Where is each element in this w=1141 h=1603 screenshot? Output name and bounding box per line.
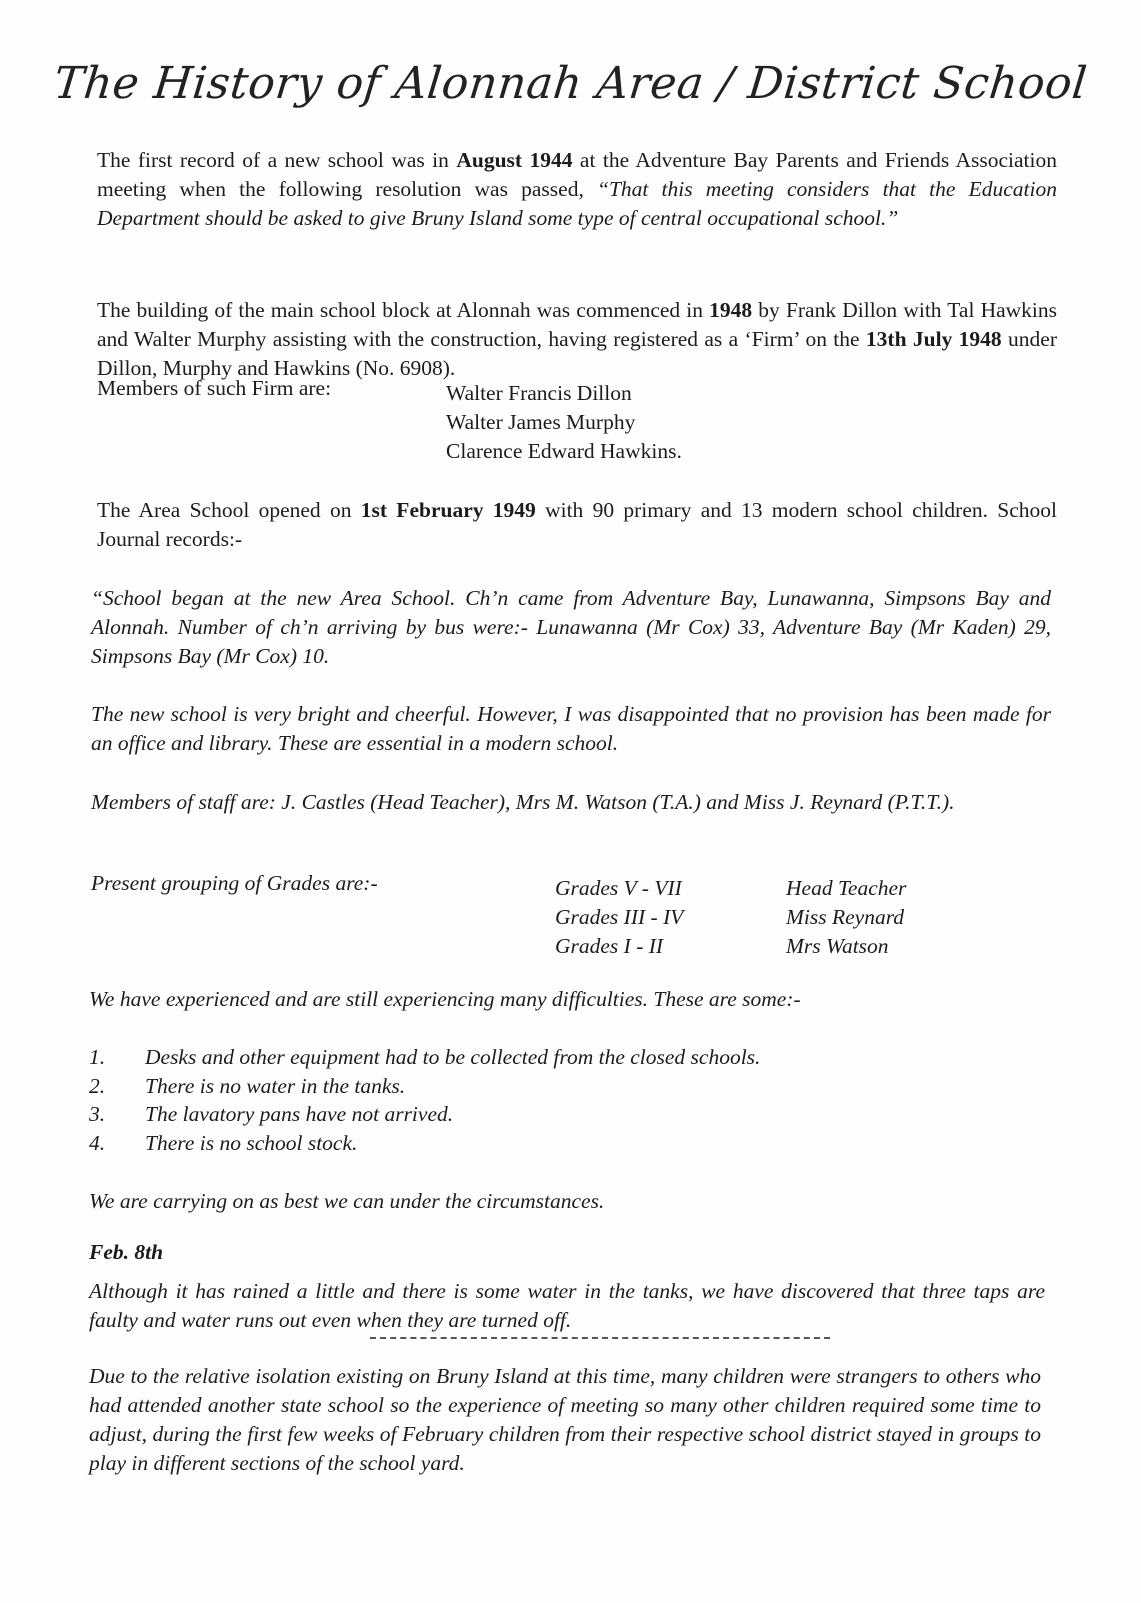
- paragraph-school-opened: [97, 496, 1057, 554]
- member-name: Walter James Murphy: [446, 410, 636, 434]
- members-label: Members of such Firm are:: [97, 376, 332, 400]
- grade-teacher: Head Teacher: [786, 876, 907, 900]
- list-number: 1.: [89, 1045, 106, 1069]
- journal-paragraph-carrying-on: We are carrying on as best we can under the circumstances.: [89, 1189, 605, 1213]
- journal-paragraph-new-school: The new school is very bright and cheerful. However, I was disappointed that no provision has been made for an office and library. These are essential in a modern school.: [91, 702, 1051, 755]
- text-span: by Frank Dillon with Tal Hawkins and Walter Murphy assisting with the construction, having registered as a ‘Firm’ on the: [97, 298, 1057, 351]
- date-bold: August 1944: [456, 148, 573, 172]
- resolution-quote: “That this meeting considers that the Education Department should be asked to give Bruny Island some type of central occupational school.”: [97, 177, 1057, 230]
- grade-range: Grades V - VII: [555, 876, 682, 900]
- date-bold: 13th July 1948: [865, 327, 1002, 351]
- journal-paragraph-feb-8: Although it has rained a little and there is some water in the tanks, we have discovered that three taps are faulty and water runs out even when they are turned off.: [89, 1279, 1045, 1332]
- list-number: 2.: [89, 1073, 106, 1098]
- journal-paragraph-arrival: “School began at the new Area School. Ch’n came from Adventure Bay, Lunawanna, Simpsons Bay and Alonnah. Number of ch’n arriving by bus were:- Lunawanna (Mr Cox) 33, Adventure Bay (Mr Kaden) 29, Simpsons Bay (Mr Cox) 10.: [91, 586, 1051, 668]
- document-title: The History of Alonnah Area / District School: [51, 58, 1090, 109]
- member-name: Clarence Edward Hawkins.: [446, 439, 682, 463]
- journal-paragraph-difficulties: We have experienced and are still experiencing many difficulties. These are some:-: [89, 987, 801, 1011]
- difficulties-list: [89, 1043, 760, 1157]
- grade-teacher: Mrs Watson: [786, 934, 889, 958]
- grade-teacher: Miss Reynard: [786, 905, 905, 929]
- section-divider: [370, 1337, 830, 1339]
- grade-range: Grades III - IV: [555, 905, 684, 929]
- text-span: under Dillon, Murphy and Hawkins (No. 6908).: [97, 327, 1057, 380]
- list-item: [89, 1043, 760, 1072]
- list-text: There is no water in the tanks.: [145, 1073, 406, 1098]
- closing-paragraph: Due to the relative isolation existing on Bruny Island at this time, many children were strangers to others who had attended another state school so the experience of meeting so many other children required some time to adjust, during the first few weeks of February children from their respective school district stayed in groups to play in different sections of the school yard.: [89, 1364, 1041, 1475]
- date-bold: 1st February 1949: [360, 498, 536, 522]
- list-text: Desks and other equipment had to be collected from the closed schools.: [145, 1045, 761, 1069]
- member-name: Walter Francis Dillon: [446, 381, 632, 405]
- grade-range: Grades I - II: [555, 934, 664, 958]
- text-span: The first record of a new school was in: [97, 148, 457, 172]
- grades-column: [555, 874, 683, 961]
- list-number: 4.: [89, 1130, 106, 1155]
- text-span: at the Adventure Bay Parents and Friends Association meeting when the following resolution was passed,: [97, 148, 1058, 201]
- list-text: There is no school stock.: [145, 1130, 358, 1155]
- journal-paragraph-staff: Members of staff are: J. Castles (Head Teacher), Mrs M. Watson (T.A.) and Miss J. Reynard (P.T.T.).: [91, 790, 955, 814]
- list-number: 3.: [89, 1102, 106, 1126]
- list-item: [89, 1100, 760, 1129]
- teachers-column: [786, 874, 906, 961]
- year-bold: 1948: [709, 298, 753, 322]
- text-span: with 90 primary and 13 modern school children. School Journal records:-: [97, 498, 1058, 551]
- text-span: The building of the main school block at Alonnah was commenced in: [97, 298, 710, 322]
- paragraph-first-record: [97, 146, 1057, 233]
- journal-date-heading: Feb. 8th: [89, 1240, 164, 1264]
- list-item: [89, 1129, 760, 1158]
- grades-label: Present grouping of Grades are:-: [91, 871, 378, 895]
- paragraph-building: [97, 296, 1057, 383]
- text-span: The Area School opened on: [97, 498, 361, 522]
- members-list: [446, 379, 682, 466]
- list-item: [89, 1072, 760, 1101]
- list-text: The lavatory pans have not arrived.: [145, 1102, 454, 1126]
